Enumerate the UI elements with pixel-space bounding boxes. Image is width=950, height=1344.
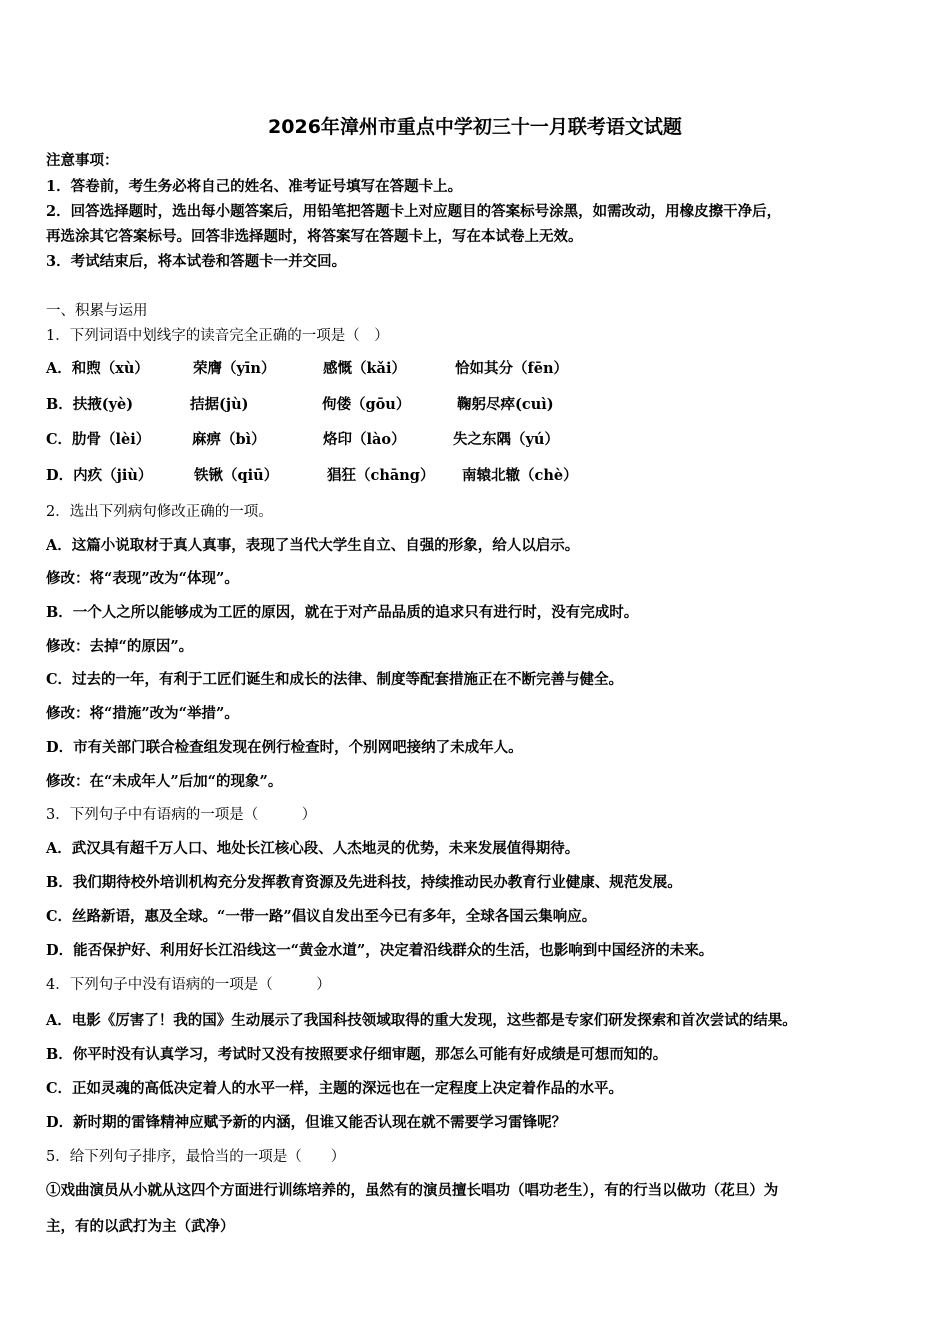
notice-heading: 注意事项：	[46, 152, 119, 169]
q5-sentence-1-cont: 主，有的以武打为主（武净）	[46, 1218, 235, 1235]
q1-option-d	[46, 467, 906, 485]
q1-option-a	[46, 360, 906, 378]
q2-option-a: A．这篇小说取材于真人真事，表现了当代大学生自立、自强的形象，给人以启示。	[46, 537, 580, 554]
q3-option-b: B．我们期待校外培训机构充分发挥教育资源及先进科技，持续推动民办教育行业健康、规范发展。	[46, 874, 682, 891]
q1-a-word-3: 感慨（kǎi）	[323, 360, 406, 377]
question-2-stem: 2．选出下列病句修改正确的一项。	[46, 504, 273, 520]
q1-c-word-4: 失之东隅（yú）	[453, 431, 559, 448]
q1-d-word-2: 铁锹（qiū）	[194, 467, 279, 484]
q1-b-word-4: 鞠躬尽瘁(cuì)	[457, 396, 554, 413]
notice-item-2-cont: 再选涂其它答案标号。回答非选择题时，将答案写在答题卡上，写在本试卷上无效。	[46, 228, 583, 245]
page-title: 2026年漳州市重点中学初三十一月联考语文试题	[268, 116, 682, 138]
q1-a-word-4: 恰如其分（fēn）	[455, 360, 569, 377]
q2-option-d: D．市有关部门联合检查组发现在例行检查时，个别网吧接纳了未成年人。	[46, 739, 523, 756]
q1-c-word-2: 麻痹（bì）	[192, 431, 266, 448]
q1-b-word-3: 佝偻（gōu）	[322, 396, 411, 413]
notice-item-2: 2．回答选择题时，选出每小题答案后，用铅笔把答题卡上对应题目的答案标号涂黑，如需改动，用橡皮擦干净后，	[46, 203, 782, 220]
q2-option-c: C．过去的一年，有利于工匠们诞生和成长的法律、制度等配套措施正在不断完善与健全。	[46, 671, 624, 688]
q1-a-word-1: A．和煦（xù）	[46, 360, 149, 377]
q4-option-d: D．新时期的雷锋精神应赋予新的内涵，但谁又能否认现在就不需要学习雷锋呢？	[46, 1114, 567, 1131]
section-heading: 一、积累与运用	[46, 303, 148, 319]
notice-item-3: 3．考试结束后，将本试卷和答题卡一并交回。	[46, 253, 347, 270]
question-5-stem: 5．给下列句子排序，最恰当的一项是（ ）	[46, 1149, 346, 1165]
q1-d-word-4: 南辕北辙（chè）	[462, 467, 578, 484]
q2-fix-b: 修改：去掉“的原因”。	[46, 638, 194, 655]
q2-option-b: B．一个人之所以能够成为工匠的原因，就在于对产品品质的追求只有进行时，没有完成时。	[46, 604, 639, 621]
q5-sentence-1: ①戏曲演员从小就从这四个方面进行训练培养的，虽然有的演员擅长唱功（唱功老生），有的行当以做功（花旦）为	[46, 1182, 779, 1199]
q3-option-d: D．能否保护好、利用好长江沿线这一“黄金水道”，决定着沿线群众的生活，也影响到中国经济的未来。	[46, 942, 714, 959]
q1-option-c	[46, 431, 906, 449]
notice-item-1: 1．答卷前，考生务必将自己的姓名、准考证号填写在答题卡上。	[46, 178, 463, 195]
q2-fix-d: 修改：在“未成年人”后加“的现象”。	[46, 773, 283, 790]
q1-option-b	[46, 396, 906, 414]
q4-option-b: B．你平时没有认真学习，考试时又没有按照要求仔细审题，那怎么可能有好成绩是可想而知的。	[46, 1046, 668, 1063]
q4-option-a: A．电影《厉害了！我的国》生动展示了我国科技领域取得的重大发现，这些都是专家们研发探索和首次尝试的结果。	[46, 1012, 797, 1029]
q1-c-word-3: 烙印（lào）	[323, 431, 406, 448]
q3-option-a: A．武汉具有超千万人口、地处长江核心段、人杰地灵的优势，未来发展值得期待。	[46, 840, 580, 857]
q1-b-word-1: B．扶掖(yè)	[46, 396, 134, 413]
q2-fix-c: 修改：将“措施”改为“举措”。	[46, 705, 239, 722]
question-1-stem: 1．下列词语中划线字的读音完全正确的一项是（ ）	[46, 328, 389, 344]
question-3-stem: 3．下列句子中有语病的一项是（ ）	[46, 807, 317, 823]
q1-d-word-3: 猖狂（chāng）	[327, 467, 435, 484]
q1-c-word-1: C．肋骨（lèi）	[46, 431, 151, 448]
question-4-stem: 4．下列句子中没有语病的一项是（ ）	[46, 977, 331, 993]
q1-a-word-2: 荣膺（yīn）	[193, 360, 276, 377]
q4-option-c: C．正如灵魂的高低决定着人的水平一样，主题的深远也在一定程度上决定着作品的水平。	[46, 1080, 624, 1097]
q1-b-word-2: 拮据(jù)	[190, 396, 249, 413]
q3-option-c: C．丝路新语，惠及全球。“一带一路”倡议自发出至今已有多年，全球各国云集响应。	[46, 908, 597, 925]
q1-d-word-1: D．内疚（jiù）	[46, 467, 153, 484]
q2-fix-a: 修改：将“表现”改为“体现”。	[46, 570, 239, 587]
